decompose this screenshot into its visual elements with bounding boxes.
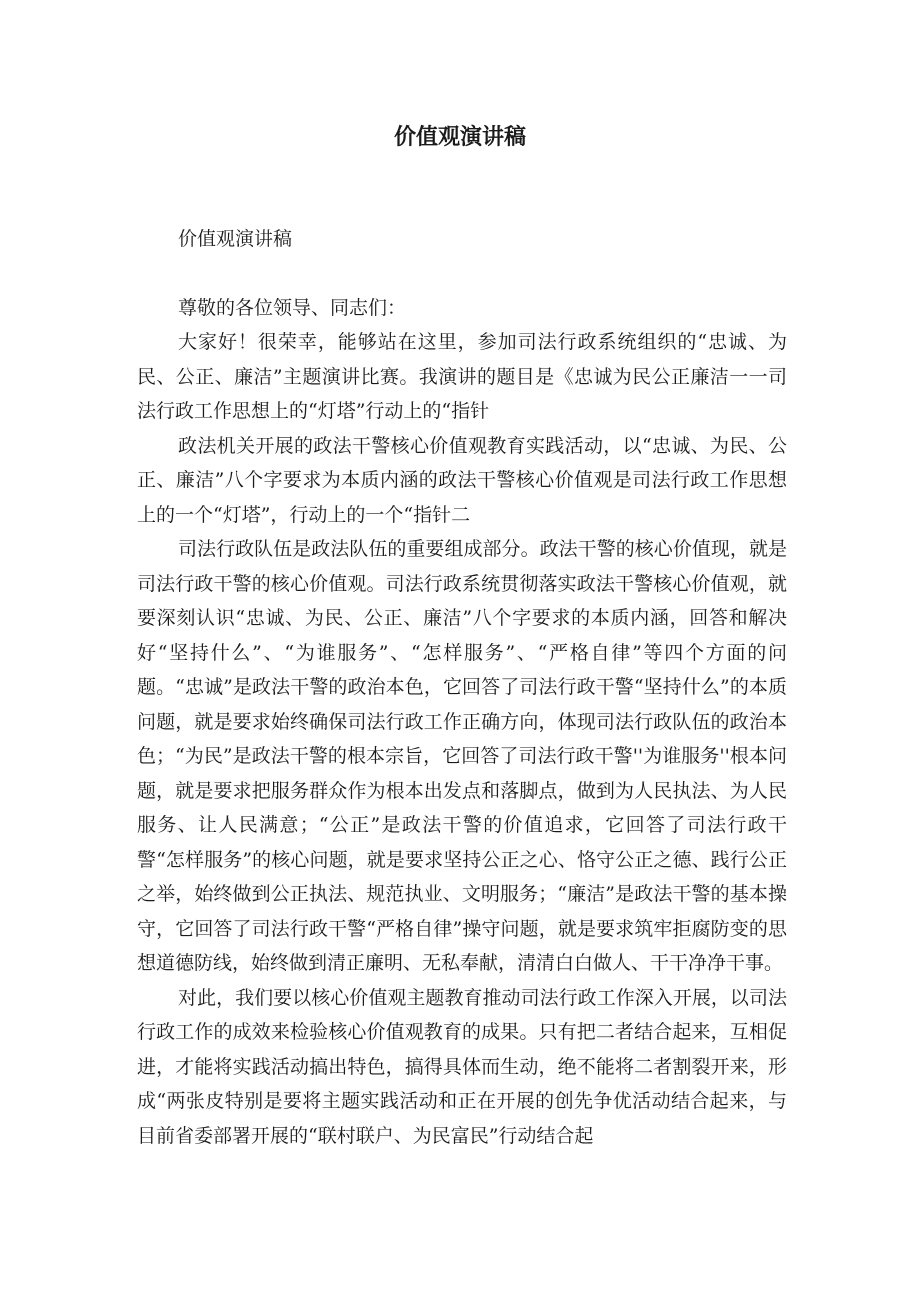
- paragraph-opening: 大家好！很荣幸，能够站在这里，参加司法行政系统组织的“忠诚、为民、公正、廉洁”主题演讲比赛。我演讲的题目是《忠诚为民公正廉洁一一司法行政工作思想上的“灯塔”行动上的“指针: [137, 331, 787, 422]
- salutation: 尊敬的各位领导、同志们：: [178, 296, 407, 319]
- document-title: 价值观演讲稿: [393, 125, 526, 150]
- paragraph-core-values: 政法机关开展的政法干警核心价值观教育实践活动，以“忠诚、为民、公正、廉洁”八个字要求为本质内涵的政法干警核心价值观是司法行政工作思想上的一个“灯塔”，行动上的一个“指针二: [137, 434, 787, 526]
- document-subtitle: 价值观演讲稿: [178, 228, 293, 250]
- paragraph-judicial-team: 司法行政队伍是政法队伍的重要组成部分。政法干警的核心价值现，就是司法行政干警的核心价值观。司法行政系统贯彻落实政法干警核心价值观，就要深刻认识“忠诚、为民、公正、廉洁”八个字要求的本质内涵，回答和解决好“坚持什么”、“为谁服务”、“怎样服务”、“严格自律”等四个方面的问题。“忠诚”是政法干警的政治本色，它回答了司法行政干警“坚持什么”的本质问题，就是要求始终确保司法行政工作正确方向，体现司法行政队伍的政治本色；“为民”是政法干警的根本宗旨，它回答了司法行政干警''为谁服务''根本问题，就是要求把服务群众作为根本出发点和落脚点，做到为人民执法、为人民服务、让人民满意；“公正”是政法干警的价值追求，它回答了司法行政干警“怎样服务”的核心问题，就是要求坚持公正之心、恪守公正之德、践行公正之举，始终做到公正执法、规范执业、文明服务；“廉洁”是政法干警的基本操守，它回答了司法行政干警“严格自律”操守问题，就是要求筑牢拒腐防变的思想道德防线，始终做到清正廉明、无私奉献，清清白白做人、干干净净干事。: [137, 538, 787, 974]
- paragraph-practice: 对此，我们要以核心价值观主题教育推动司法行政工作深入开展，以司法行政工作的成效来检验核心价值观教育的成果。只有把二者结合起来，互相促进，才能将实践活动搞出特色，搞得具体而生动，绝不能将二者割裂开来，形成“两张皮特别是要将主题实践活动和正在开展的创先争优活动结合起来，与目前省委部署开展的“联村联户、为民富民”行动结合起: [137, 986, 787, 1147]
- document-body: [137, 222, 787, 1153]
